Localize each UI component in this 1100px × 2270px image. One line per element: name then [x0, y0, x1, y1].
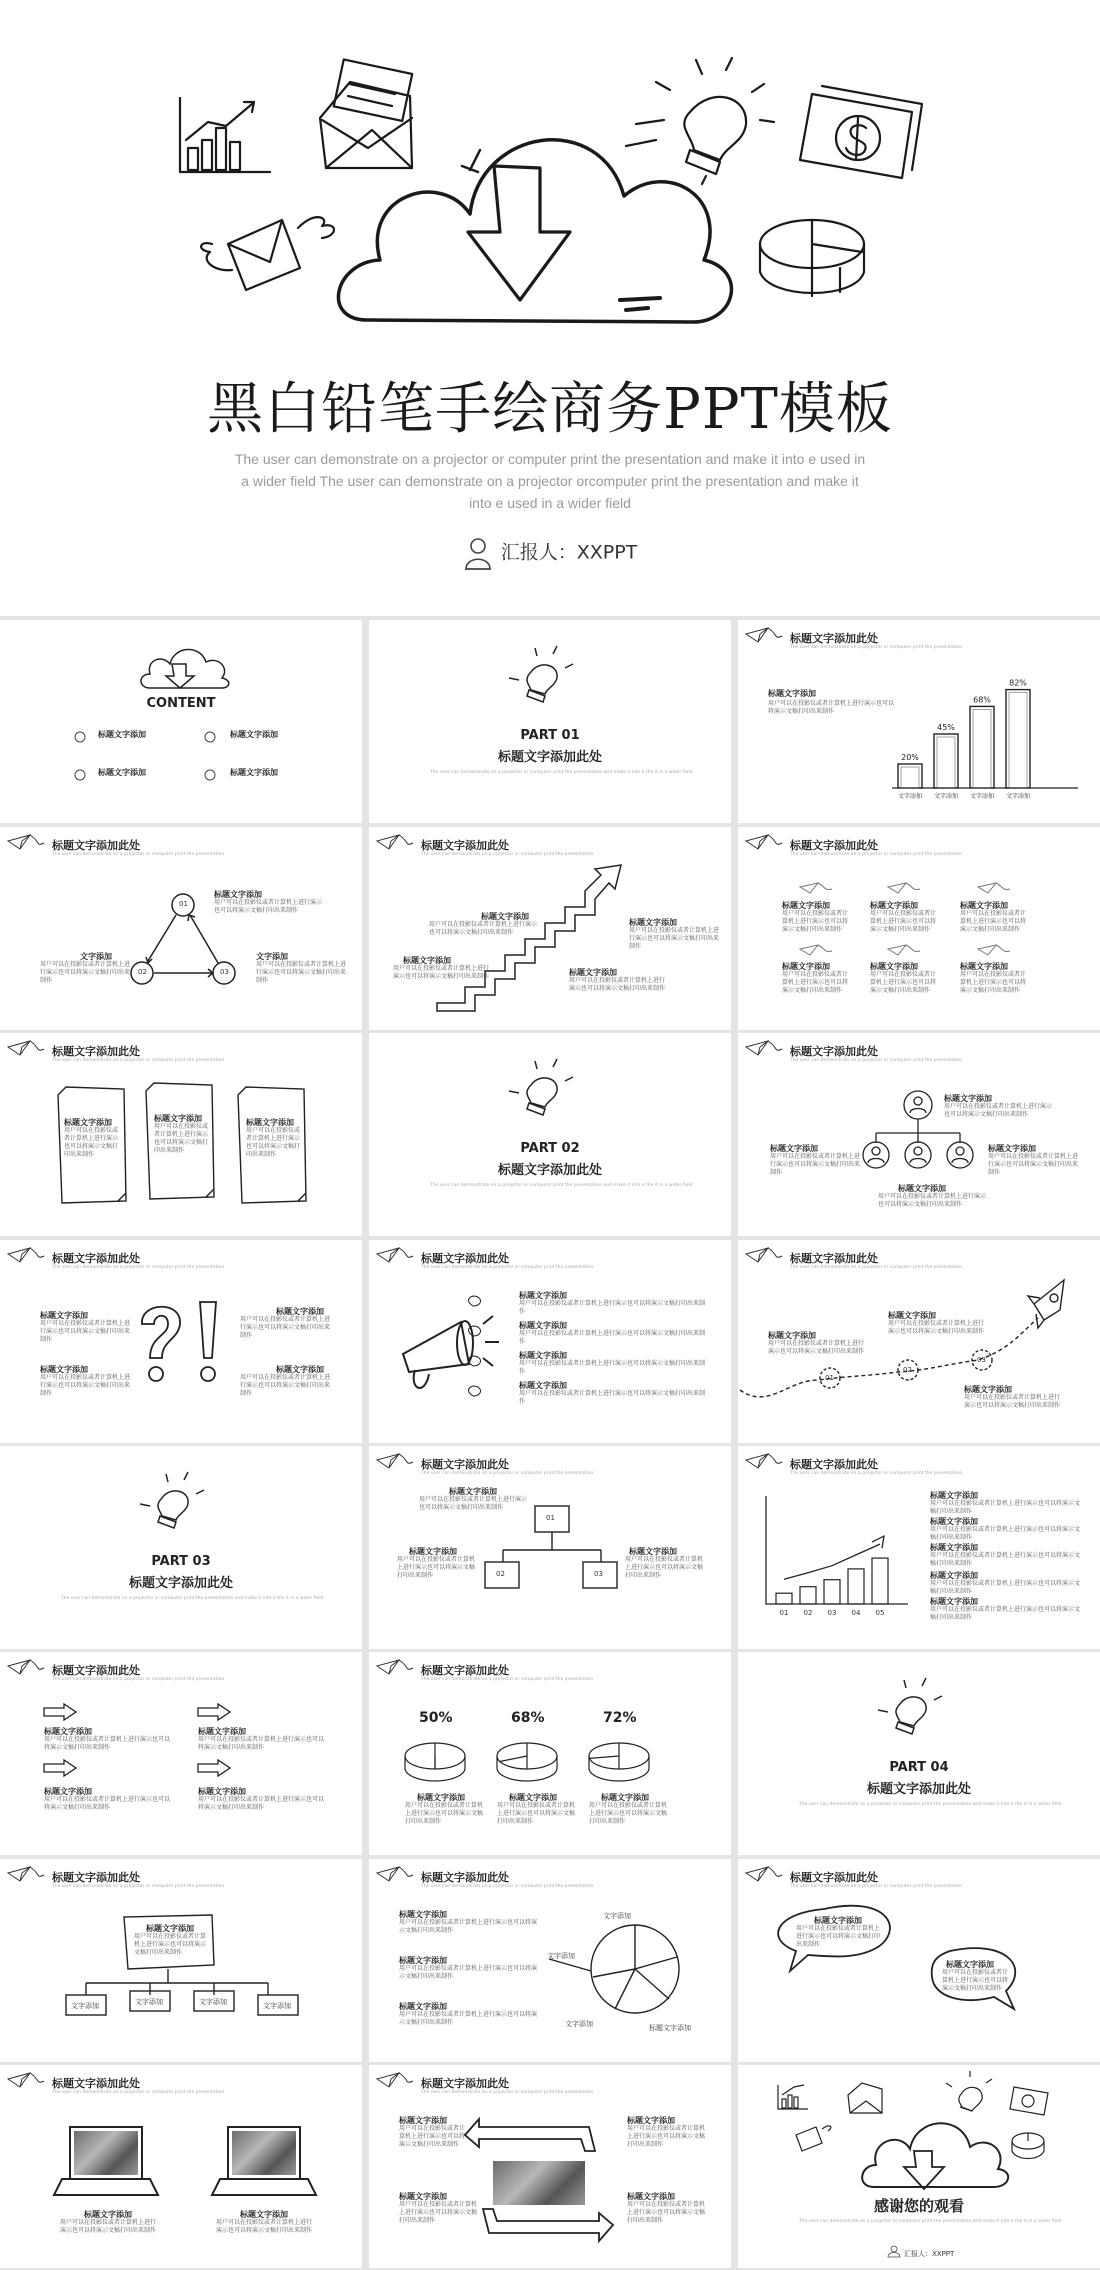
- item-body: 用户可以在投影仪或者计算机上进行演示也可以将演示文稿打印出来制作: [589, 1802, 668, 1825]
- item-title: 标题文字添加: [988, 1144, 1036, 1153]
- toc-item-1[interactable]: 标题文字添加: [98, 730, 146, 739]
- thanks-subtitle: The user can demonstrate on a projector or computer print the presentation and make it into e the it in a wider field: [799, 2219, 1062, 2224]
- item-body: 用户可以在投影仪或者计算机上进行演示也可以将演示文稿打印出来制作: [930, 1526, 1081, 1541]
- item-title: 标题文字添加: [870, 901, 918, 910]
- item-title: 标题文字添加: [930, 1543, 978, 1552]
- slide-arrows-cycle[interactable]: [369, 2065, 731, 2268]
- slide-megaphone[interactable]: [369, 1240, 731, 1443]
- item-body: 用户可以在投影仪或者计算机上进行演示也可以将演示文稿打印出来制作: [240, 1374, 331, 1397]
- item-body: 用户可以在投影仪或者计算机上进行演示也可以将演示文稿打印出来制作: [216, 2219, 313, 2234]
- pie-label-3: 72%: [603, 1710, 637, 1726]
- slide-subtitle: The user can demonstrate on a projector or computer print the presentation: [421, 2090, 594, 2095]
- slide-title: 标题文字添加此处: [52, 1664, 140, 1677]
- item-body: 用户可以在投影仪或者计算机上进行演示也可以将演示文稿打印出来制作: [796, 1925, 881, 1948]
- slide-part-01[interactable]: [369, 620, 731, 823]
- item-body: 用户可以在投影仪或者计算机上进行演示也可以将演示文稿打印出来制作: [960, 971, 1027, 994]
- slide-bar-chart[interactable]: [738, 620, 1100, 823]
- part-subtitle: The user can demonstrate on a projector or computer print the presentation and make it into e the it in a wider field: [430, 770, 693, 775]
- item-body: 用户可以在投影仪或者计算机上进行演示也可以将演示文稿打印出来制作: [154, 1123, 209, 1154]
- item-body: 用户可以在投影仪或者计算机上进行演示也可以将演示文稿打印出来制作: [399, 1965, 538, 1980]
- open-envelope-icon: [320, 59, 412, 168]
- item-title: 标题文字添加: [782, 901, 830, 910]
- item-body: 用户可以在投影仪或者计算机上进行演示也可以将演示文稿打印出来制作: [198, 1796, 325, 1811]
- slide-subtitle: The user can demonstrate on a projector or computer print the presentation: [790, 645, 963, 650]
- slide-thanks[interactable]: [738, 2065, 1100, 2268]
- slide-three-pies[interactable]: [369, 1652, 731, 1855]
- money-bills-icon: [800, 86, 922, 178]
- pie-text-add: 文字添加: [603, 1912, 631, 1920]
- person-icon: [738, 2065, 1100, 2268]
- item-title: 标题文字添加: [770, 1144, 818, 1153]
- item-title: 标题文字添加: [519, 1291, 567, 1300]
- slide-question-exclaim[interactable]: [0, 1240, 362, 1443]
- item-body: 用户可以在投影仪或者计算机上进行演示也可以将演示文稿打印出来制作: [399, 1919, 538, 1934]
- item-body: 用户可以在投影仪或者计算机上进行演示也可以将演示文稿打印出来制作: [629, 927, 720, 950]
- box-label: 文字添加: [199, 1998, 227, 2006]
- item-title: 标题文字添加: [154, 1114, 202, 1123]
- item-title: 标题文字添加: [930, 1517, 978, 1526]
- item-title: 标题文字添加: [814, 1916, 862, 1925]
- item-title: 标题文字添加: [898, 1184, 946, 1193]
- item-body: 用户可以在投影仪或者计算机上进行演示也可以将演示文稿打印出来制作: [878, 1193, 987, 1208]
- trend-category-label: 02: [803, 1609, 813, 1617]
- bar-value-label: 82%: [1009, 678, 1027, 688]
- item-title: 标题文字添加: [629, 1547, 677, 1556]
- item-title: 标题文字添加: [930, 1571, 978, 1580]
- slide-hierarchy[interactable]: [369, 1446, 731, 1649]
- light-bulb-icon: [626, 58, 774, 184]
- slide-part-02[interactable]: [369, 1033, 731, 1236]
- bar: [970, 706, 994, 788]
- item-title: 标题文字添加: [509, 1793, 557, 1802]
- item-title: 标题文字添加: [964, 1385, 1012, 1394]
- item-title: 标题文字添加: [84, 2210, 132, 2219]
- bar-value-label: 45%: [937, 723, 955, 732]
- trend-category-label: 01: [779, 1609, 789, 1617]
- toc-item-4[interactable]: 标题文字添加: [230, 768, 278, 777]
- item-title: 标题文字添加: [519, 1351, 567, 1360]
- item-body: 用户可以在投影仪或者计算机上进行演示也可以将演示文稿打印出来制作: [40, 1374, 131, 1397]
- item-title: 标题文字添加: [403, 956, 451, 965]
- item-body: 用户可以在投影仪或者计算机上进行演示也可以将演示文稿打印出来制作: [519, 1330, 706, 1345]
- item-title: 标题文字添加: [569, 968, 617, 977]
- slide-subtitle: The user can demonstrate on a projector or computer print the presentation: [421, 1884, 594, 1889]
- item-title: 标题文字添加: [40, 1365, 88, 1374]
- item-body: 用户可以在投影仪或者计算机上进行演示也可以将演示文稿打印出来制作: [942, 1969, 1009, 1992]
- item-title: 标题文字添加: [246, 1118, 294, 1127]
- toc-item-2[interactable]: 标题文字添加: [230, 730, 278, 739]
- pie-slice-edge: [500, 1756, 527, 1762]
- slide-arrow-list[interactable]: [0, 1652, 362, 1855]
- item-body: 用户可以在投影仪或者计算机上进行演示也可以将演示文稿打印出来制作: [64, 1127, 119, 1158]
- part-title: 标题文字添加此处: [497, 750, 602, 765]
- item-title: 标题文字添加: [960, 901, 1008, 910]
- item-title: 标题文字添加: [930, 1597, 978, 1606]
- pie-text-add: 文字添加: [547, 1952, 575, 1960]
- slide-title: 标题文字添加此处: [52, 839, 140, 852]
- trend-category-label: 05: [875, 1609, 885, 1617]
- light-bulb-icon: [369, 620, 731, 823]
- slide-title: 标题文字添加此处: [421, 1871, 509, 1884]
- item-body: 用户可以在投影仪或者计算机上进行演示也可以将演示文稿打印出来制作: [627, 2125, 706, 2148]
- part-label: PART 03: [151, 1554, 211, 1569]
- thanks-title: 感谢您的观看: [873, 2197, 964, 2215]
- slide-cycle[interactable]: [0, 827, 362, 1030]
- item-body: 用户可以在投影仪或者计算机上进行演示也可以将演示文稿打印出来制作: [256, 961, 347, 984]
- slide-title: 标题文字添加此处: [52, 1252, 140, 1265]
- speech-bubble-icons: [738, 1859, 1100, 2062]
- item-title: 标题文字添加: [768, 1331, 816, 1340]
- slide-title: 标题文字添加此处: [52, 1045, 140, 1058]
- box-label: 文字添加: [135, 1998, 163, 2006]
- slide-title: 标题文字添加此处: [52, 2077, 140, 2090]
- part-subtitle: The user can demonstrate on a projector or computer print the presentation and make it into e the it in a wider field: [430, 1183, 693, 1188]
- slide-subtitle: The user can demonstrate on a projector or computer print the presentation: [52, 1884, 225, 1889]
- slide-trend-chart[interactable]: [738, 1446, 1100, 1649]
- slide-content-toc[interactable]: [0, 620, 362, 823]
- item-body: 用户可以在投影仪或者计算机上进行演示也可以将演示文稿打印出来制作: [40, 1320, 131, 1343]
- item-body: 用户可以在投影仪或者计算机上进行演示也可以将演示文稿打印出来制作: [768, 700, 895, 715]
- slide-part-03[interactable]: [0, 1446, 362, 1649]
- trend-category-label: 03: [827, 1609, 837, 1617]
- part-label: PART 04: [889, 1760, 949, 1775]
- step-03: 03: [977, 1356, 986, 1364]
- step-02: 02: [138, 968, 147, 976]
- item-body: 用户可以在投影仪或者计算机上进行演示也可以将演示文稿打印出来制作: [930, 1580, 1081, 1595]
- item-title: 标题文字添加: [399, 2116, 447, 2125]
- item-body: 用户可以在投影仪或者计算机上进行演示也可以将演示文稿打印出来制作: [782, 971, 849, 994]
- item-title: 标题文字添加: [64, 1118, 112, 1127]
- trend-bar: [800, 1587, 816, 1604]
- pie-label-2: 68%: [511, 1710, 545, 1726]
- cycle-arrows-icon: [369, 2065, 731, 2268]
- item-body: 用户可以在投影仪或者计算机上进行演示也可以将演示文稿打印出来制作: [44, 1736, 171, 1751]
- board-tree-diagram: [0, 1859, 362, 2062]
- slide-title: 标题文字添加此处: [421, 1664, 509, 1677]
- item-body: 用户可以在投影仪或者计算机上进行演示也可以将演示文稿打印出来制作: [405, 1802, 484, 1825]
- item-body: 用户可以在投影仪或者计算机上进行演示也可以将演示文稿打印出来制作: [399, 2125, 466, 2148]
- slide-subtitle: The user can demonstrate on a projector or computer print the presentation: [790, 1471, 963, 1476]
- slide-team-tree[interactable]: [738, 1033, 1100, 1236]
- item-body: 用户可以在投影仪或者计算机上进行演示也可以将演示文稿打印出来制作: [870, 971, 937, 994]
- item-body: 用户可以在投影仪或者计算机上进行演示也可以将演示文稿打印出来制作: [888, 1320, 985, 1335]
- item-body: 用户可以在投影仪或者计算机上进行演示也可以将演示文稿打印出来制作: [930, 1606, 1081, 1621]
- slide-subtitle: The user can demonstrate on a projector or computer print the presentation: [52, 1677, 225, 1682]
- slide-subtitle: The user can demonstrate on a projector or computer print the presentation: [790, 852, 963, 857]
- bar-chart: [738, 620, 1100, 823]
- item-title: 标题文字添加: [627, 2192, 675, 2201]
- slide-title: 标题文字添加此处: [790, 632, 878, 645]
- slide-title: 标题文字添加此处: [790, 1252, 878, 1265]
- part-title: 标题文字添加此处: [128, 1576, 233, 1591]
- slide-title: 标题文字添加此处: [790, 839, 878, 852]
- toc-heading: CONTENT: [146, 696, 216, 711]
- text-add-label: 文字添加: [80, 952, 112, 961]
- item-body: 用户可以在投影仪或者计算机上进行演示也可以将演示文稿打印出来制作: [782, 910, 849, 933]
- item-body: 用户可以在投影仪或者计算机上进行演示也可以将演示文稿打印出来制作: [214, 899, 323, 914]
- slide-subtitle: The user can demonstrate on a projector or computer print the presentation: [52, 1058, 225, 1063]
- item-title: 标题文字添加: [214, 890, 262, 899]
- item-title: 标题文字添加: [409, 1547, 457, 1556]
- trend-bar: [872, 1558, 888, 1604]
- cover-reporter-label: 汇报人：XXPPT: [500, 541, 638, 564]
- item-body: 用户可以在投影仪或者计算机上进行演示也可以将演示文稿打印出来制作: [988, 1153, 1079, 1176]
- slide-subtitle: The user can demonstrate on a projector or computer print the presentation: [52, 2090, 225, 2095]
- slide-title: 标题文字添加此处: [421, 2077, 509, 2090]
- item-body: 用户可以在投影仪或者计算机上进行演示也可以将演示文稿打印出来制作: [770, 1153, 861, 1176]
- item-body: 用户可以在投影仪或者计算机上进行演示也可以将演示文稿打印出来制作: [768, 1340, 865, 1355]
- slide-subtitle: The user can demonstrate on a projector or computer print the presentation: [421, 1471, 594, 1476]
- item-title: 标题文字添加: [198, 1787, 246, 1796]
- slide-three-documents[interactable]: [0, 1033, 362, 1236]
- item-body: 用户可以在投影仪或者计算机上进行演示也可以将演示文稿打印出来制作: [944, 1103, 1053, 1118]
- trend-line: [784, 1544, 880, 1579]
- part-label: PART 01: [520, 728, 580, 743]
- item-title: 标题文字添加: [399, 1910, 447, 1919]
- paper-plane-icon: [0, 1652, 362, 1855]
- bar-category-label: 文字添加: [1005, 793, 1031, 800]
- flying-envelope-icon: [201, 217, 334, 290]
- light-bulb-icon: [738, 1652, 1100, 1855]
- pie-slice-edge: [590, 1756, 620, 1758]
- bar-inner: [901, 767, 919, 788]
- trend-bar: [848, 1569, 864, 1604]
- slide-board-tree[interactable]: [0, 1859, 362, 2062]
- slide-subtitle: The user can demonstrate on a projector or computer print the presentation: [421, 1265, 594, 1270]
- part-subtitle: The user can demonstrate on a projector or computer print the presentation and make it into e the it in a wider field: [799, 1802, 1062, 1807]
- slide-title: 标题文字添加此处: [52, 1871, 140, 1884]
- slide-subtitle: The user can demonstrate on a projector or computer print the presentation: [790, 1058, 963, 1063]
- item-title: 标题文字添加: [276, 1307, 324, 1316]
- item-title: 标题文字添加: [481, 912, 529, 921]
- part-subtitle: The user can demonstrate on a projector or computer print the presentation and make it into e the it in a wider field: [61, 1596, 324, 1601]
- item-title: 标题文字添加: [519, 1381, 567, 1390]
- item-title: 标题文字添加: [629, 918, 677, 927]
- bar: [898, 764, 922, 788]
- part-title: 标题文字添加此处: [497, 1163, 602, 1178]
- item-body: 用户可以在投影仪或者计算机上进行演示也可以将演示文稿打印出来制作: [519, 1390, 706, 1405]
- item-title: 标题文字添加: [601, 1793, 649, 1802]
- pie-label-1: 50%: [419, 1710, 453, 1726]
- item-title: 标题文字添加: [276, 1365, 324, 1374]
- text-add-label: 文字添加: [256, 952, 288, 961]
- box-01: 01: [546, 1514, 555, 1522]
- item-title: 标题文字添加: [399, 2192, 447, 2201]
- item-title: 标题文字添加: [782, 962, 830, 971]
- item-body: 用户可以在投影仪或者计算机上进行演示也可以将演示文稿打印出来制作: [399, 2201, 478, 2224]
- item-title: 标题文字添加: [399, 1956, 447, 1965]
- bar-value-label: 68%: [973, 695, 991, 705]
- item-body: 用户可以在投影仪或者计算机上进行演示也可以将演示文稿打印出来制作: [627, 2201, 706, 2224]
- cover-reporter: [0, 536, 1100, 570]
- bar-category-label: 文字添加: [897, 793, 923, 800]
- box-02: 02: [496, 1570, 505, 1578]
- trend-category-label: 04: [851, 1609, 861, 1617]
- bar: [934, 734, 958, 788]
- item-body: 用户可以在投影仪或者计算机上进行演示也可以将演示文稿打印出来制作: [429, 921, 538, 936]
- cycle-diagram: [0, 827, 362, 1030]
- chart-doodle-icon: [180, 98, 270, 172]
- item-title: 标题文字添加: [146, 1924, 194, 1933]
- item-body: 用户可以在投影仪或者计算机上进行演示也可以将演示文稿打印出来制作: [399, 2011, 538, 2026]
- trend-bar: [776, 1593, 792, 1604]
- item-body: 用户可以在投影仪或者计算机上进行演示也可以将演示文稿打印出来制作: [198, 1736, 325, 1751]
- item-title: 标题文字添加: [417, 1793, 465, 1802]
- slide-subtitle: The user can demonstrate on a projector or computer print the presentation: [790, 1884, 963, 1889]
- box-label: 文字添加: [71, 2002, 99, 2010]
- person-icon: [463, 536, 493, 570]
- cover-doodles: [0, 0, 1100, 616]
- item-body: 用户可以在投影仪或者计算机上进行演示也可以将演示文稿打印出来制作: [134, 1933, 207, 1956]
- item-title: 标题文字添加: [870, 962, 918, 971]
- toc-bulb-icons: [0, 620, 362, 823]
- slide-subtitle: The user can demonstrate on a projector or computer print the presentation: [421, 852, 594, 857]
- cover-subtitle: The user can demonstrate on a projector or computer print the presentation and make it into e used in a wider field The user can demonstrate on a projector orcomputer print the presentation and make it into e used in a wider field: [234, 451, 866, 511]
- slide-speech-bubbles[interactable]: [738, 1859, 1100, 2062]
- thanks-reporter: 汇报人：XXPPT: [904, 2250, 955, 2258]
- slide-title: 标题文字添加此处: [421, 1252, 509, 1265]
- item-body: 用户可以在投影仪或者计算机上进行演示也可以将演示文稿打印出来制作: [519, 1300, 706, 1315]
- item-body: 用户可以在投影仪或者计算机上进行演示也可以将演示文稿打印出来制作: [870, 910, 937, 933]
- trend-bar: [824, 1580, 840, 1604]
- slide-subtitle: The user can demonstrate on a projector or computer print the presentation: [421, 1677, 594, 1682]
- item-body: 用户可以在投影仪或者计算机上进行演示也可以将演示文稿打印出来制作: [44, 1796, 171, 1811]
- item-title: 标题文字添加: [240, 2210, 288, 2219]
- item-body: 用户可以在投影仪或者计算机上进行演示也可以将演示文稿打印出来制作: [930, 1552, 1081, 1567]
- part-title: 标题文字添加此处: [866, 1782, 971, 1797]
- bar-inner: [1009, 693, 1027, 788]
- item-body: 用户可以在投影仪或者计算机上进行演示也可以将演示文稿打印出来制作: [960, 910, 1027, 933]
- pie-chart: [497, 1743, 557, 1781]
- slide-laptops[interactable]: [0, 2065, 362, 2268]
- slide-staircase[interactable]: [369, 827, 731, 1030]
- slide-subtitle: The user can demonstrate on a projector or computer print the presentation: [52, 852, 225, 857]
- slide-title: 标题文字添加此处: [790, 1045, 878, 1058]
- bar-value-label: 20%: [901, 753, 919, 762]
- item-title: 标题文字添加: [449, 1487, 497, 1496]
- slide-title: 标题文字添加此处: [421, 1458, 509, 1471]
- item-title: 标题文字添加: [44, 1727, 92, 1736]
- bar: [1006, 690, 1030, 788]
- item-body: 用户可以在投影仪或者计算机上进行演示也可以将演示文稿打印出来制作: [393, 965, 490, 980]
- slide-six-items[interactable]: [738, 827, 1100, 1030]
- item-body: 用户可以在投影仪或者计算机上进行演示也可以将演示文稿打印出来制作: [419, 1496, 528, 1511]
- item-body: 用户可以在投影仪或者计算机上进行演示也可以将演示文稿打印出来制作: [60, 2219, 157, 2234]
- laptop-icons: [0, 2065, 362, 2268]
- item-title: 标题文字添加: [44, 1787, 92, 1796]
- item-body: 用户可以在投影仪或者计算机上进行演示也可以将演示文稿打印出来制作: [625, 1556, 704, 1579]
- pie-text-add: 文字添加: [565, 2020, 593, 2028]
- bar-category-label: 文字添加: [969, 793, 995, 800]
- pie-text-add: 标题文字添加: [649, 2024, 691, 2032]
- item-body: 用户可以在投影仪或者计算机上进行演示也可以将演示文稿打印出来制作: [246, 1127, 301, 1158]
- slide-title: 标题文字添加此处: [790, 1871, 878, 1884]
- item-title: 标题文字添加: [944, 1094, 992, 1103]
- item-title: 标题文字添加: [768, 689, 816, 698]
- step-01: 01: [825, 1374, 834, 1382]
- slide-title: 标题文字添加此处: [790, 1458, 878, 1471]
- slide-subtitle: The user can demonstrate on a projector or computer print the presentation: [790, 1265, 963, 1270]
- item-title: 标题文字添加: [888, 1311, 936, 1320]
- part-label: PART 02: [520, 1141, 580, 1156]
- slide-big-pie[interactable]: [369, 1859, 731, 2062]
- light-bulb-icon: [369, 1033, 731, 1236]
- pie-chart: [589, 1743, 649, 1781]
- pie-chart-icon: [760, 220, 864, 296]
- item-body: 用户可以在投影仪或者计算机上进行演示也可以将演示文稿打印出来制作: [930, 1500, 1081, 1515]
- item-body: 用户可以在投影仪或者计算机上进行演示也可以将演示文稿打印出来制作: [397, 1556, 476, 1579]
- item-body: 用户可以在投影仪或者计算机上进行演示也可以将演示文稿打印出来制作: [497, 1802, 576, 1825]
- slide-title: 标题文字添加此处: [421, 839, 509, 852]
- item-title: 标题文字添加: [946, 1960, 994, 1969]
- box-label: 文字添加: [263, 2002, 291, 2010]
- pie-chart: [405, 1743, 465, 1781]
- item-title: 标题文字添加: [627, 2116, 675, 2125]
- box-03: 03: [594, 1570, 603, 1578]
- step-03: 03: [220, 968, 229, 976]
- item-title: 标题文字添加: [40, 1311, 88, 1320]
- item-title: 标题文字添加: [519, 1321, 567, 1330]
- item-title: 标题文字添加: [930, 1491, 978, 1500]
- item-body: 用户可以在投影仪或者计算机上进行演示也可以将演示文稿打印出来制作: [240, 1316, 331, 1339]
- bar-inner: [973, 709, 991, 788]
- cover-slide: [0, 0, 1100, 616]
- item-title: 标题文字添加: [198, 1727, 246, 1736]
- item-title: 标题文字添加: [399, 2002, 447, 2011]
- item-title: 标题文字添加: [960, 962, 1008, 971]
- slide-rocket-timeline[interactable]: [738, 1240, 1100, 1443]
- toc-item-3[interactable]: 标题文字添加: [98, 768, 146, 777]
- light-bulb-icon: [0, 1446, 362, 1649]
- item-body: 用户可以在投影仪或者计算机上进行演示也可以将演示文稿打印出来制作: [964, 1394, 1061, 1409]
- bar-inner: [937, 737, 955, 788]
- slide-subtitle: The user can demonstrate on a projector or computer print the presentation: [52, 1265, 225, 1270]
- bar-category-label: 文字添加: [933, 793, 959, 800]
- cover-title: 黑白铅笔手绘商务PPT模板: [207, 377, 893, 442]
- slide-part-04[interactable]: [738, 1652, 1100, 1855]
- step-01: 01: [179, 900, 188, 908]
- axes: [766, 1496, 908, 1604]
- item-body: 用户可以在投影仪或者计算机上进行演示也可以将演示文稿打印出来制作: [569, 977, 666, 992]
- step-02: 02: [903, 1366, 912, 1374]
- item-body: 用户可以在投影仪或者计算机上进行演示也可以将演示文稿打印出来制作: [40, 961, 131, 984]
- item-body: 用户可以在投影仪或者计算机上进行演示也可以将演示文稿打印出来制作: [519, 1360, 706, 1375]
